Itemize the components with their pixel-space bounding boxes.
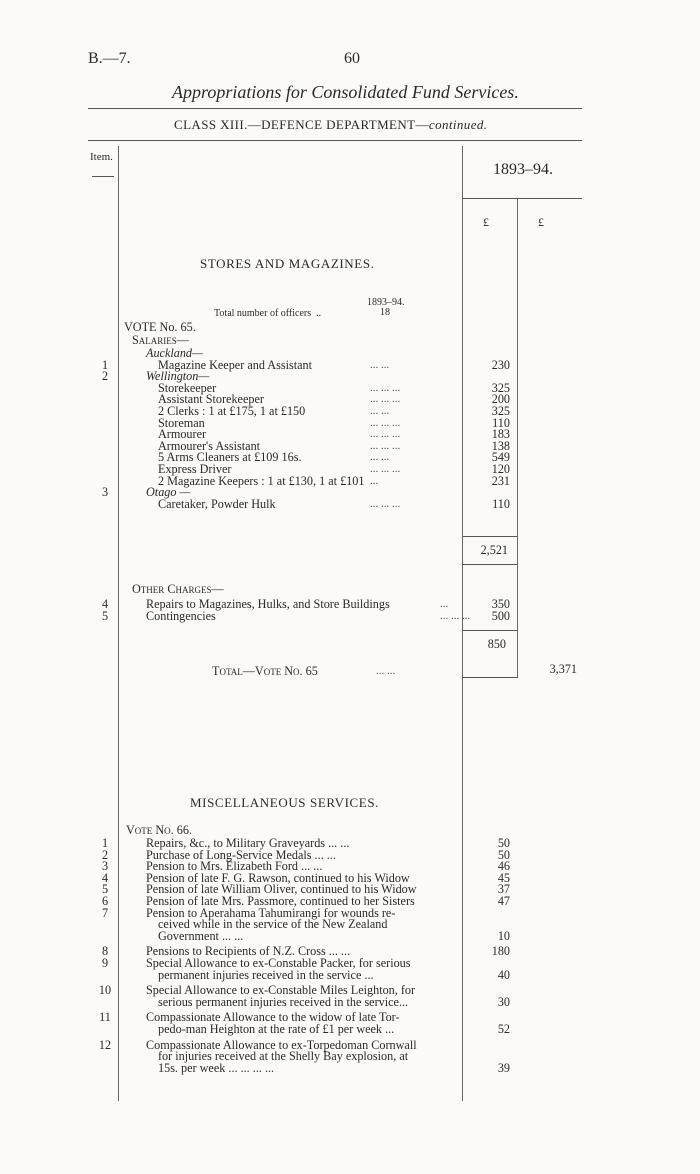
pound-header-2: £ — [538, 215, 544, 229]
vote-total-rule — [463, 677, 517, 678]
item-number: 2 — [101, 369, 109, 384]
leader-dots: ... ... — [370, 358, 390, 371]
page-title: Appropriations for Consolidated Fund Services. — [172, 82, 519, 102]
misc-label-line: Government ... ... — [158, 928, 244, 943]
subtotal-column-divider — [517, 198, 518, 678]
salary-label: Armourer's Assistant — [158, 438, 261, 453]
misc-label-line: Repairs, &c., to Military Graveyards ... ... — [146, 836, 350, 850]
misc-heading: MISCELLANEOUS SERVICES. — [190, 795, 379, 810]
salary-label: Storekeeper — [158, 380, 217, 395]
item-number: 6 — [101, 894, 109, 908]
officers-label: Total number of officers .. — [214, 308, 322, 319]
salary-amount: 549 — [491, 450, 510, 465]
misc-amount: 45 — [497, 870, 510, 885]
item-number: 1 — [101, 836, 109, 850]
leader-dots: ... — [440, 598, 449, 610]
item-number: 5 — [101, 609, 109, 623]
salary-label: Armourer — [158, 427, 207, 442]
salary-amount: 138 — [491, 438, 510, 453]
charge-label: Repairs to Magazines, Hulks, and Store Buildings — [146, 597, 390, 611]
misc-label-line: Pension of late William Oliver, continued to his Widow — [146, 882, 417, 897]
salary-amount: 110 — [492, 415, 510, 430]
salary-amount: 325 — [491, 404, 510, 418]
leader-dots: ... ... — [370, 405, 390, 417]
misc-label-line: pedo-man Heighton at the rate of £1 per week ... — [158, 1022, 395, 1036]
misc-label-line: permanent injuries received in the service ... — [158, 967, 374, 982]
other-rule-top — [463, 630, 517, 631]
salary-label: Storeman — [158, 415, 205, 430]
amount-column-divider — [462, 146, 463, 1101]
salary-amount: 325 — [491, 380, 510, 395]
salary-label: 2 Clerks : 1 at £175, 1 at £150 — [158, 404, 306, 418]
salary-label: Wellington— — [146, 369, 210, 384]
salary-label: 2 Magazine Keepers : 1 at £130, 1 at £101 — [158, 473, 365, 488]
salary-amount: 200 — [491, 392, 510, 407]
vote-65-total-label: Total—Vote No. 65 — [212, 664, 318, 678]
vote-65-total: 3,371 — [549, 662, 577, 676]
item-number: 12 — [98, 1037, 112, 1052]
item-number: 8 — [101, 944, 109, 959]
misc-label-line: ceived while in the service of the New Zealand — [158, 917, 388, 932]
item-number: 11 — [99, 1010, 111, 1025]
salaries-total: 2,521 — [480, 543, 508, 557]
misc-amount: 47 — [497, 894, 510, 908]
salary-label: Caretaker, Powder Hulk — [158, 496, 276, 511]
item-number: 5 — [101, 882, 109, 897]
leader-dots: ... ... ... — [370, 463, 401, 475]
leader-dots: ... ... ... — [370, 393, 401, 406]
salary-label: Otago — — [146, 485, 191, 500]
salary-amount: 120 — [491, 462, 510, 476]
leader-dots: ... ... ... — [370, 439, 401, 452]
stores-heading: STORES AND MAGAZINES. — [200, 256, 375, 271]
misc-amount: 180 — [491, 944, 510, 959]
leader-dots: ... ... ... — [440, 610, 471, 622]
misc-amount: 10 — [497, 928, 510, 943]
item-column-divider — [118, 146, 119, 1101]
item-number: 4 — [101, 597, 109, 611]
salary-amount: 231 — [491, 473, 510, 488]
item-header-underline — [92, 176, 114, 177]
charge-label: Contingencies — [146, 609, 216, 623]
salary-label: Auckland— — [146, 346, 203, 360]
salary-amount: 230 — [491, 357, 510, 372]
misc-label-line: Compassionate Allowance to the widow of late Tor- — [146, 1010, 400, 1025]
page-number: 60 — [344, 50, 360, 67]
misc-label-line: Pensions to Recipients of N.Z. Cross ... ... — [146, 944, 351, 959]
other-charges-label: Other Charges— — [132, 582, 224, 596]
item-number: 1 — [101, 357, 109, 372]
salaries-rule-bottom — [463, 564, 517, 565]
misc-label-line: Purchase of Long-Service Medals ... ... — [146, 847, 336, 862]
misc-label-line: Pension to Aperahama Tahumirangi for wounds re- — [146, 905, 396, 920]
item-number: 2 — [101, 847, 109, 862]
vote-65-total-dots: ... ... — [376, 665, 396, 677]
charge-amount: 500 — [491, 609, 510, 623]
charge-amount: 350 — [491, 597, 510, 611]
officers-year: 1893–94. — [367, 297, 405, 308]
misc-amount: 37 — [497, 882, 510, 897]
leader-dots: ... ... — [370, 451, 390, 464]
misc-label-line: Pension of late Mrs. Passmore, continued to her Sisters — [146, 894, 415, 908]
salary-amount: 183 — [491, 427, 510, 442]
pound-header-1: £ — [483, 215, 489, 229]
item-number: 10 — [98, 983, 112, 998]
misc-label-line: Special Allowance to ex-Constable Miles Leighton, for — [146, 983, 416, 998]
misc-amount: 50 — [497, 847, 510, 862]
item-number: 3 — [101, 859, 109, 874]
leader-dots: ... ... ... — [370, 416, 401, 429]
misc-amount: 52 — [497, 1022, 510, 1036]
item-number: 4 — [101, 870, 109, 885]
misc-label-line: Special Allowance to ex-Constable Packer, for serious — [146, 956, 411, 970]
salary-amount: 110 — [492, 496, 510, 511]
year-rule — [462, 198, 582, 199]
item-number: 9 — [101, 956, 109, 970]
leader-dots: ... ... ... — [370, 497, 401, 510]
misc-label-line: 15s. per week ... ... ... ... — [158, 1060, 275, 1075]
salaries-rule-top — [463, 536, 517, 537]
leader-dots: ... ... ... — [370, 381, 401, 394]
salary-label: 5 Arms Cleaners at £109 16s. — [158, 450, 302, 465]
class-rule — [88, 140, 582, 141]
header-rule — [88, 108, 582, 109]
misc-label-line: Pension of late F. G. Rawson, continued to his Widow — [146, 870, 410, 885]
misc-amount: 40 — [497, 967, 510, 982]
misc-label-line: for injuries received at the Shelly Bay explosion, at — [158, 1049, 409, 1064]
year-column-header: 1893–94. — [493, 161, 553, 178]
salary-label: Express Driver — [158, 462, 232, 476]
misc-label-line: serious permanent injuries received in the service... — [158, 994, 409, 1009]
vote-65-label: VOTE No. 65. — [124, 320, 196, 334]
leader-dots: ... — [370, 474, 379, 487]
misc-amount: 39 — [497, 1060, 510, 1075]
misc-amount: 50 — [497, 836, 510, 850]
officers-count: 18 — [380, 307, 390, 318]
misc-amount: 30 — [497, 994, 510, 1009]
salary-label: Assistant Storekeeper — [158, 392, 264, 407]
vote-66-label: Vote No. 66. — [126, 823, 192, 837]
salary-label: Magazine Keeper and Assistant — [158, 357, 312, 372]
item-column-header: Item. — [90, 151, 113, 163]
misc-amount: 46 — [497, 859, 510, 874]
class-title: CLASS XIII.—DEFENCE DEPARTMENT—continued. — [174, 117, 488, 132]
misc-label-line: Compassionate Allowance to ex-Torpedoman Cornwall — [146, 1037, 417, 1052]
leader-dots: ... ... ... — [370, 428, 401, 441]
item-number: 7 — [101, 905, 109, 920]
salaries-label: Salaries— — [132, 333, 189, 347]
document-reference: B.—7. — [88, 50, 131, 67]
item-number: 3 — [101, 485, 109, 500]
other-total: 850 — [487, 637, 506, 651]
misc-label-line: Pension to Mrs. Elizabeth Ford ... ... — [146, 859, 323, 874]
